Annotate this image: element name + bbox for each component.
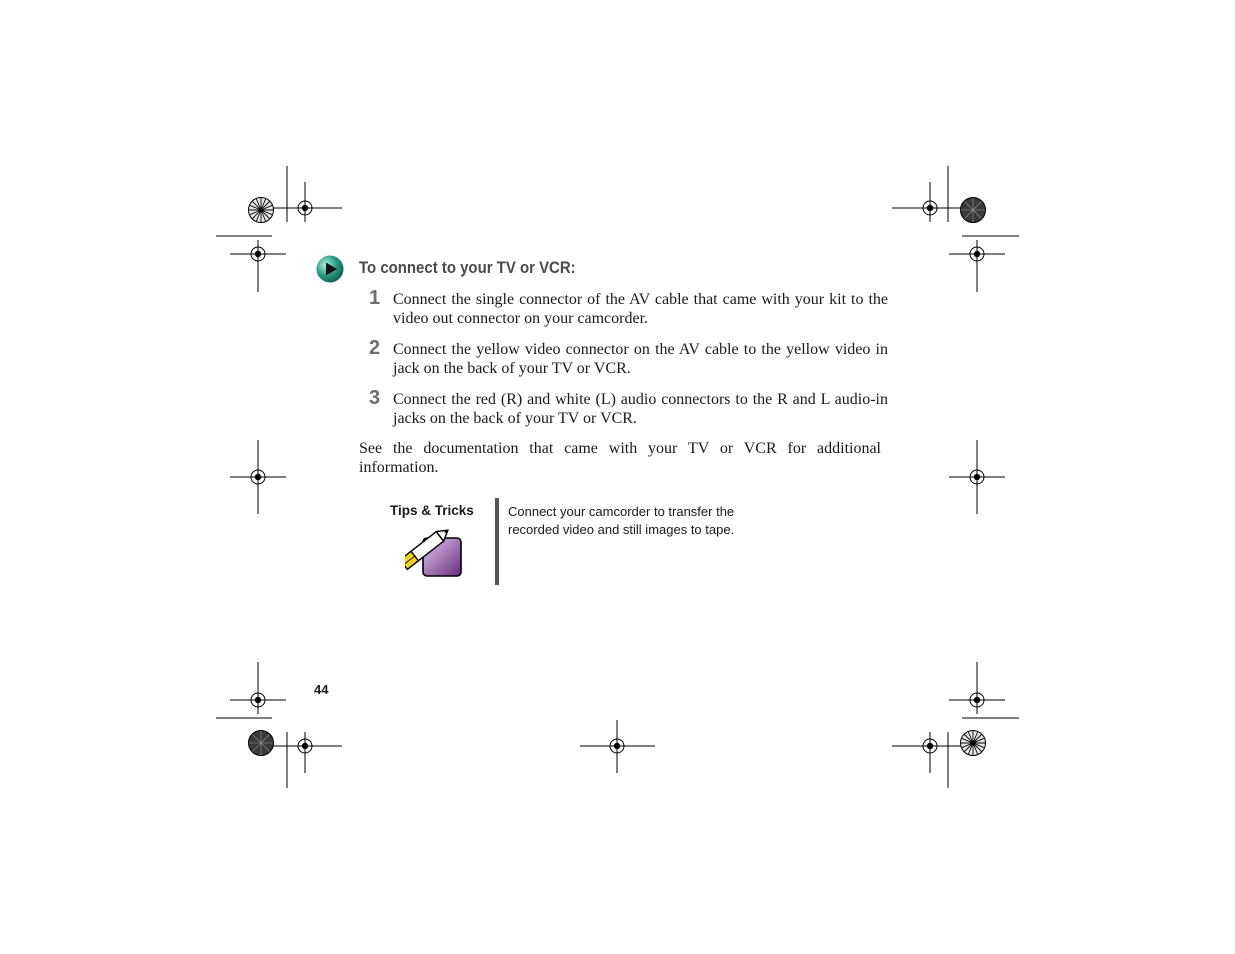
body-paragraph: See the documentation that came with your TV or VCR for additional information. bbox=[359, 440, 881, 476]
tips-divider bbox=[495, 498, 499, 585]
tips-text: Connect your camcorder to transfer the recorded video and still images to tape. bbox=[508, 504, 735, 537]
step-number: 2 bbox=[369, 337, 381, 359]
step-text: Connect the yellow video connector on the AV cable to the yellow video in jack on the back of your TV or VCR. bbox=[393, 341, 888, 377]
step-text: Connect the single connector of the AV cable that came with your kit to the video out connector on your camcorder. bbox=[393, 291, 888, 327]
pencil-note-icon bbox=[405, 527, 465, 579]
play-bullet-icon bbox=[316, 255, 346, 285]
step-text: Connect the red (R) and white (L) audio connectors to the R and L audio-in jacks on the back of your TV or VCR. bbox=[393, 391, 888, 427]
page-number: 44 bbox=[314, 682, 329, 697]
step-number: 1 bbox=[369, 287, 381, 309]
step-number: 3 bbox=[369, 387, 381, 409]
section-heading: To connect to your TV or VCR: bbox=[359, 258, 576, 277]
tips-label: Tips & Tricks bbox=[390, 503, 474, 518]
